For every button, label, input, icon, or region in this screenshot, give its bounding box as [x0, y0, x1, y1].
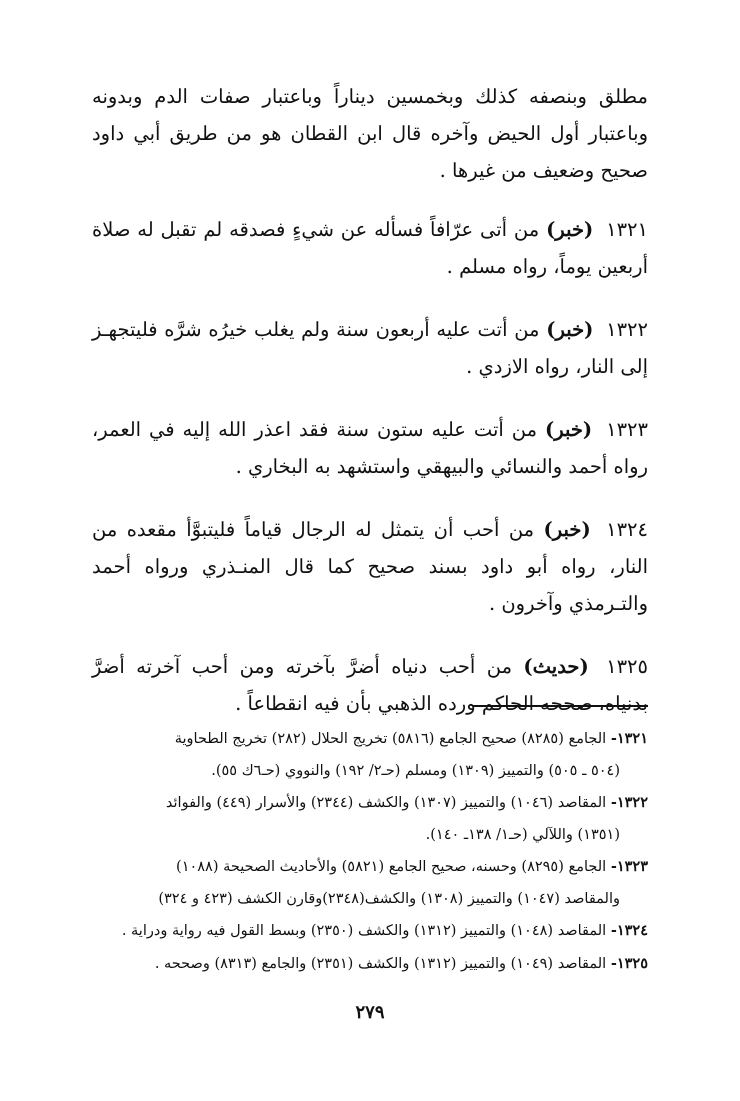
footnote-text: المقاصد (١٠٤٨) والتمييز (١٣١٢) والكشف (٢٣٥٠) وبسط القول فيه رواية ودراية .: [121, 923, 607, 939]
footnote-1324: [72, 915, 648, 948]
continuation-paragraph: مطلق وبنصفه كذلك وبخمسين ديناراً وباعتبار صفات الدم وبدونه وباعتبار أول الحيض وآخره قال ابن القطان هو من طريق أبي داود صحيح وضعيف من غيرها .: [92, 85, 648, 182]
footnote-number: ١٣٢٥-: [610, 954, 648, 972]
entry-number: ١٣٢٥: [606, 655, 648, 678]
entry-1324: [92, 511, 648, 622]
entry-text: من أتت عليه ستون سنة فقد اعذر الله إليه في العمر، رواه أحمد والنسائي والبيهقي واستشهد به البخاري .: [92, 418, 648, 478]
entry-number: ١٣٢٣: [606, 418, 648, 441]
page-number: ٢٧٩: [355, 1002, 385, 1023]
entry-label: (خبر): [546, 218, 594, 241]
footnote-1325: [72, 948, 648, 981]
footnote-number: ١٣٢٣-: [610, 858, 648, 875]
entry-label: (حديث): [523, 655, 589, 678]
footnote-text: المقاصد (١٠٤٩) والتمييز (١٣١٢) والكشف (٢٣٥١) والجامع (٨٣١٣) وصححه .: [154, 955, 607, 972]
main-text: [92, 78, 648, 748]
footnote-text: الجامع (٨٢٩٥) وحسنه، صحيح الجامع (٥٨٢١) والأحاديث الصحيحة (١٠٨٨): [176, 859, 607, 875]
footnote-1323: [72, 851, 648, 884]
entry-1323: [92, 411, 648, 485]
footnote-number: ١٣٢١-: [610, 730, 648, 747]
footnote-number: ١٣٢٤-: [610, 922, 648, 939]
entry-text: من أتت عليه أربعون سنة ولم يغلب خيرُه شرَّه فليتجهـز إلى النار، رواه الازدي .: [92, 318, 648, 378]
entry-text: من أحب دنياه أضرَّ بآخرته ومن أحب آخرته أضرَّ بدنياه، صححه الحاكم ورده الذهبي بأن فيه انقطاعاً .: [92, 655, 648, 715]
entry-number: ١٣٢٤: [606, 518, 648, 541]
footnote-divider: [473, 705, 648, 707]
entry-label: (خبر): [546, 318, 594, 341]
entry-label: (خبر): [543, 518, 591, 541]
footnote-1321-continued: (٥٠٤ ـ ٥٠٥) والتمييز (١٣٠٩) ومسلم (حـ٢/ ١٩٢) والنووي (حـ٦ك ٥٥).: [211, 762, 620, 779]
entry-number: ١٣٢١: [606, 218, 648, 241]
entry-text: من أحب أن يتمثل له الرجال قياماً فليتبوَّأ مقعده من النار، رواه أبو داود بسند صحيح كما قال المنـذري ورواه أحمد والتـرمذي وآخرون .: [92, 518, 648, 615]
footnote-text: الجامع (٨٢٨٥) صحيح الجامع (٥٨١٦) تخريج الحلال (٢٨٢) تخريج الطحاوية: [174, 731, 607, 747]
entry-number: ١٣٢٢: [606, 318, 648, 341]
entry-text: من أتى عرّافاً فسأله عن شيءٍ فصدقه لم تقبل له صلاة أربعين يوماً، رواه مسلم .: [92, 218, 648, 278]
footnote-1323-continued: والمقاصد (١٠٤٧) والتمييز (١٣٠٨) والكشف(٢٣٤٨)وقارن الكشف (٤٢٣ و ٣٢٤): [158, 890, 620, 907]
footnote-1321: [72, 723, 648, 756]
footnote-text: المقاصد (١٠٤٦) والتمييز (١٣٠٧) والكشف (٢٣٤٤) والأسرار (٤٤٩) والفوائد: [165, 795, 607, 811]
entry-1322: [92, 311, 648, 385]
footnotes: [72, 723, 648, 980]
entry-1321: [92, 211, 648, 285]
footnote-1322-continued: (١٣٥١) واللآلي (حـ١/ ١٣٨ـ ١٤٠).: [425, 826, 620, 843]
footnote-1322: [72, 787, 648, 820]
footnote-number: ١٣٢٢-: [610, 794, 648, 811]
entry-1325: [92, 648, 648, 722]
entry-label: (خبر): [545, 418, 593, 441]
